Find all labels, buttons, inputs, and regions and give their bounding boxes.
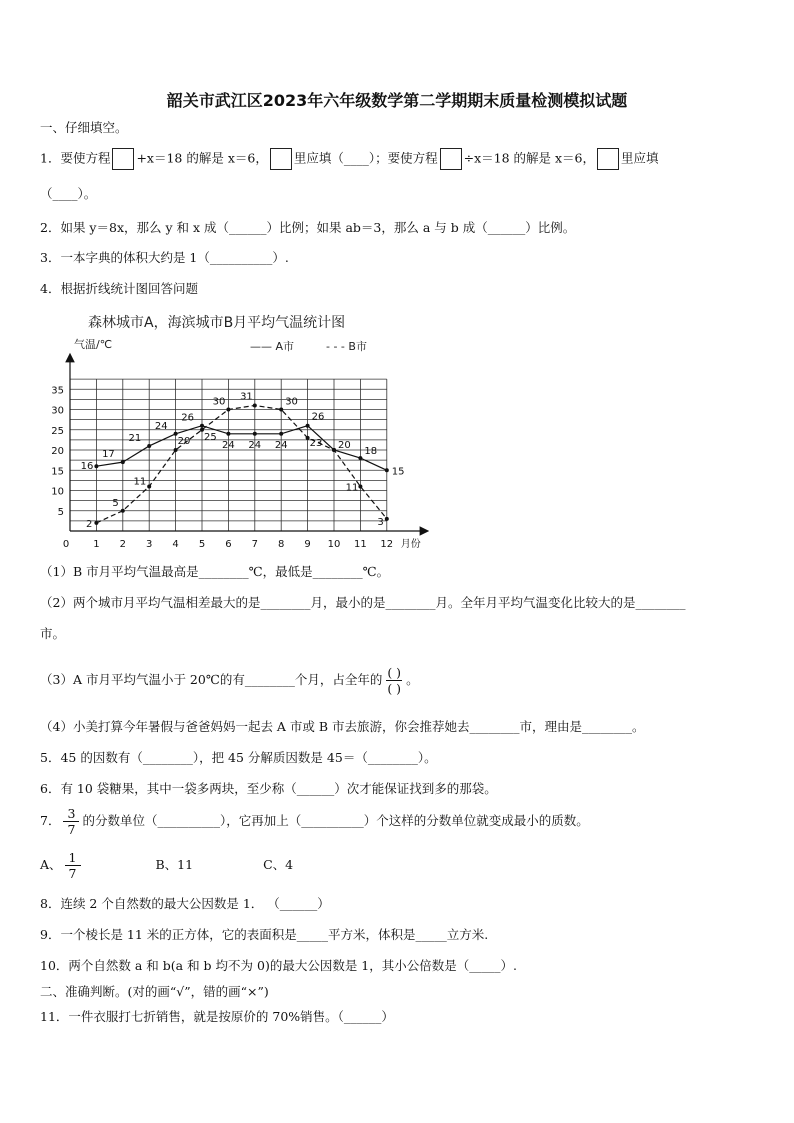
series-b-data-label: 23 [309, 437, 323, 449]
fraction-numerator: 1 [68, 850, 77, 865]
section-1-heading: 一、仔细填空。 [40, 120, 128, 135]
question-3: 3．一本字典的体积大约是 1（__________）. [40, 250, 289, 265]
chart-series [94, 403, 388, 524]
temperature-line-chart [50, 305, 470, 555]
question-1-cont: （____）。 [40, 186, 97, 201]
series-a-data-label: 26 [311, 411, 325, 423]
question-4-1: （1）B 市月平均气温最高是________℃，最低是________℃。 [40, 564, 390, 579]
series-b-point [226, 408, 230, 412]
series-a-data-label: 15 [391, 466, 405, 478]
y-tick-label: 10 [51, 486, 64, 498]
series-a-point [358, 456, 362, 460]
legend-a: —— A市 [250, 340, 295, 353]
answer-box[interactable] [440, 148, 462, 170]
option-c: C、4 [263, 857, 294, 872]
option-b: B、11 [155, 857, 194, 872]
question-8: 8．连续 2 个自然数的最大公因数是 1． （______） [40, 896, 330, 911]
x-tick-label: 1 [93, 539, 100, 550]
chart-title: 森林城市A，海滨城市B月平均气温统计图 [88, 315, 346, 331]
q1-part-a: 1．要使方程 [40, 150, 111, 166]
chart-data-labels [81, 391, 405, 529]
series-a-point [253, 432, 257, 436]
x-tick-label: 2 [119, 539, 126, 550]
question-4-2: （2）两个城市月平均气温相差最大的是________月，最小的是________月。全年月平均气温变化比较大的是________ [40, 595, 686, 610]
series-b-line [96, 405, 386, 522]
series-b-point [147, 484, 151, 488]
series-a-data-label: 20 [338, 440, 351, 451]
y-tick-label: 5 [57, 506, 64, 518]
series-a-point [279, 432, 283, 436]
series-a-data-label: 24 [222, 439, 235, 451]
fraction-denominator: 7 [68, 866, 77, 881]
q1-part-b: +x＝18 的解是 x＝6， [136, 150, 268, 166]
series-b-point [94, 521, 98, 525]
y-axis-label: 气温/℃ [74, 338, 113, 351]
series-a-data-label: 26 [181, 412, 194, 424]
q4-3-text: （3）A 市月平均气温小于 20℃的有________个月，占全年的 [40, 672, 383, 687]
answer-box[interactable] [597, 148, 619, 170]
legend-b: - - - B市 [326, 340, 367, 353]
origin-label: 0 [62, 539, 70, 550]
option-a-label: A、 [40, 857, 62, 872]
series-b-data-label: 3 [377, 516, 384, 528]
fraction-numerator: ( ) [387, 665, 402, 680]
series-b-point [279, 408, 283, 412]
series-b-point [332, 448, 336, 452]
q4-3-end: 。 [406, 672, 419, 687]
x-axis-label: 月份 [400, 539, 421, 550]
series-b-data-label: 30 [285, 396, 298, 408]
fraction-denominator: ( ) [387, 681, 402, 696]
series-b-data-label: 11 [345, 482, 359, 494]
series-b-data-label: 20 [177, 436, 191, 447]
question-10: 10．两个自然数 a 和 b(a 和 b 均不为 0)的最大公因数是 1，其小公倍数是（_____）. [40, 958, 517, 973]
q7-text: 的分数单位（__________），它再加上（__________）个这样的分数单位就变成最小的质数。 [82, 813, 589, 828]
x-tick-label: 6 [225, 539, 232, 550]
series-a-point [226, 432, 230, 436]
series-a-data-label: 17 [102, 449, 115, 461]
option-a-fraction [65, 850, 81, 881]
series-b-data-label: 11 [133, 476, 147, 488]
question-4-3 [40, 664, 419, 696]
y-tick-label: 35 [51, 385, 64, 397]
fraction-3-7 [63, 806, 79, 837]
series-a-data-label: 24 [154, 420, 168, 432]
series-b-data-label: 5 [112, 497, 119, 509]
answer-box[interactable] [112, 148, 134, 170]
question-11: 11．一件衣服打七折销售，就是按原价的 70%销售。（______） [40, 1009, 394, 1024]
series-a-point [147, 444, 151, 448]
fraction-denominator: 7 [67, 822, 76, 837]
x-tick-label: 3 [146, 539, 153, 550]
series-b-data-label: 2 [86, 518, 93, 530]
section-2-heading: 二、准确判断。(对的画“√”，错的画“×”) [40, 984, 269, 999]
series-a-data-label: 24 [248, 439, 262, 451]
question-5: 5．45 的因数有（________），把 45 分解质因数是 45＝（________）。 [40, 750, 437, 765]
x-tick-label: 10 [327, 539, 341, 550]
question-4-2-cont: 市。 [40, 626, 66, 641]
series-b-point [253, 403, 257, 407]
x-tick-label: 4 [172, 539, 179, 550]
series-a-point [306, 424, 310, 428]
chart-ticks [51, 385, 421, 550]
question-7 [40, 805, 589, 837]
fraction-numerator: 3 [67, 806, 76, 821]
series-a-point [121, 460, 125, 464]
series-b-data-label: 30 [212, 396, 226, 408]
series-b-point [121, 509, 125, 513]
x-tick-label: 11 [354, 539, 367, 550]
page-title: 韶关市武江区2023年六年级数学第二学期期末质量检测模拟试题 [166, 91, 628, 110]
x-tick-label: 7 [251, 539, 258, 550]
question-2: 2．如果 y＝8x，那么 y 和 x 成（______）比例；如果 ab＝3，那么 a 与 b 成（______）比例。 [40, 220, 576, 235]
x-tick-label: 8 [278, 539, 285, 550]
question-4-4: （4）小美打算今年暑假与爸爸妈妈一起去 A 市或 B 市去旅游，你会推荐她去________市，理由是________。 [40, 719, 645, 734]
series-b-point [174, 448, 178, 452]
question-6: 6．有 10 袋糖果，其中一袋多两块，至少称（______）次才能保证找到多的那袋。 [40, 781, 497, 796]
series-a-data-label: 21 [128, 432, 142, 444]
fraction-blank [385, 665, 403, 696]
q1-part-d: ÷x＝18 的解是 x＝6， [463, 150, 595, 166]
question-1 [40, 148, 659, 170]
series-a-data-label: 18 [364, 446, 378, 458]
series-b-point [385, 517, 389, 521]
series-a-data-label: 16 [80, 461, 94, 473]
series-b-point [358, 484, 362, 488]
x-tick-label: 9 [304, 539, 311, 550]
x-tick-label: 12 [380, 539, 394, 550]
y-tick-label: 25 [51, 425, 64, 437]
q1-part-c: 里应填（____）；要使方程 [293, 150, 438, 166]
series-a-data-label: 24 [274, 439, 288, 451]
answer-box[interactable] [270, 148, 292, 170]
y-tick-label: 20 [51, 446, 64, 457]
series-b-data-label: 31 [240, 391, 253, 403]
q7-number: 7． [40, 813, 61, 828]
x-tick-label: 5 [198, 539, 206, 550]
series-a-point [385, 468, 389, 472]
series-a-point [94, 464, 98, 468]
y-tick-label: 15 [51, 466, 64, 478]
series-a-point [200, 424, 204, 428]
y-tick-label: 30 [51, 405, 64, 417]
question-4: 4．根据折线统计图回答问题 [40, 281, 198, 296]
q1-part-e: 里应填 [621, 150, 659, 166]
question-7-options [40, 849, 293, 881]
question-9: 9．一个棱长是 11 米的正方体，它的表面积是_____平方米，体积是_____立方米. [40, 927, 489, 942]
series-b-data-label: 25 [204, 431, 217, 443]
